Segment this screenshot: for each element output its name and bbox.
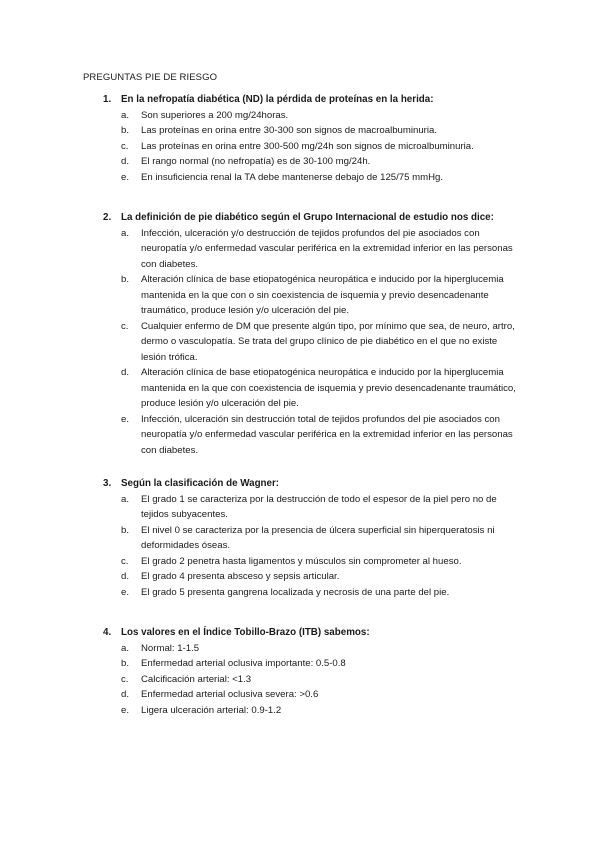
option-text: El grado 4 presenta absceso y sepsis articular. <box>141 571 340 582</box>
document-title: PREGUNTAS PIE DE RIESGO <box>83 72 218 83</box>
option-text: El grado 2 penetra hasta ligamentos y músculos sin comprometer al hueso. <box>141 555 462 567</box>
option-text: Enfermedad arterial oclusiva importante: 0.5-0.8 <box>141 658 346 669</box>
option-e <box>103 585 523 601</box>
question-1 <box>103 92 523 185</box>
option-list <box>103 641 523 719</box>
question-heading <box>103 625 523 641</box>
option-text: El nivel 0 se caracteriza por la presencia de úlcera superficial sin hiperqueratosis ni deformidades óseas. <box>141 524 495 551</box>
option-e <box>103 170 523 186</box>
option-b <box>103 272 523 319</box>
option-d <box>103 687 523 703</box>
option-text: Infección, ulceración y/o destrucción de tejidos profundos del pie asociados con neuropatía y/o enfermedad vascular periférica en la extremidad inferior en las personas con diabetes. <box>141 227 513 270</box>
option-letter: b. <box>121 658 130 669</box>
option-text: El grado 1 se caracteriza por la destrucción de todo el espesor de la piel pero no de tejidos subyacentes. <box>141 493 497 520</box>
option-e <box>103 412 523 459</box>
option-text: Enfermedad arterial oclusiva severa: >0.6 <box>141 689 319 700</box>
option-b <box>103 123 523 139</box>
question-number: 4. <box>103 627 112 638</box>
question-text: Según la clasificación de Wagner: <box>121 478 280 489</box>
question-heading <box>103 92 523 108</box>
option-letter: e. <box>121 586 130 598</box>
option-letter: d. <box>121 689 130 700</box>
option-text: Las proteínas en orina entre 300-500 mg/24h son signos de microalbuminuria. <box>141 140 474 152</box>
option-text: El grado 5 presenta gangrena localizada y necrosis de una parte del pie. <box>141 586 450 598</box>
option-letter: b. <box>121 274 130 285</box>
option-text: En insuficiencia renal la TA debe mantenerse debajo de 125/75 mmHg. <box>141 171 444 183</box>
option-letter: c. <box>121 673 129 685</box>
option-list <box>103 492 523 601</box>
option-letter: e. <box>121 704 130 716</box>
option-letter: d. <box>121 156 130 167</box>
option-letter: b. <box>121 125 130 136</box>
option-text: Calcificación arterial: <1.3 <box>141 673 252 685</box>
option-letter: d. <box>121 367 130 378</box>
option-text: Son superiores a 200 mg/24horas. <box>141 109 289 121</box>
option-d <box>103 365 523 412</box>
question-text: En la nefropatía diabética (ND) la pérdida de proteínas en la herida: <box>121 94 434 105</box>
option-text: Infección, ulceración sin destrucción total de tejidos profundos del pie asociados con neuropatía y/o enfermedad vascular periférica en la extremidad inferior en las personas con diabetes. <box>141 413 513 456</box>
option-a <box>103 492 523 523</box>
option-a <box>103 108 523 124</box>
option-list <box>103 108 523 186</box>
option-letter: a. <box>121 109 130 121</box>
question-3 <box>103 476 523 600</box>
question-number: 3. <box>103 478 112 489</box>
question-2 <box>103 210 523 458</box>
question-4 <box>103 625 523 718</box>
option-list <box>103 226 523 459</box>
option-a <box>103 226 523 273</box>
option-letter: a. <box>121 227 130 239</box>
question-heading <box>103 210 523 226</box>
option-text: Normal: 1-1.5 <box>141 642 200 654</box>
option-letter: c. <box>121 320 129 332</box>
option-b <box>103 656 523 672</box>
option-c <box>103 554 523 570</box>
option-letter: a. <box>121 493 130 505</box>
question-text: Los valores en el Índice Tobillo-Brazo (ITB) sabemos: <box>121 627 370 638</box>
question-number: 1. <box>103 94 112 105</box>
option-c <box>103 319 523 366</box>
question-heading <box>103 476 523 492</box>
option-text: Las proteínas en orina entre 30-300 son signos de macroalbuminuria. <box>141 125 437 136</box>
option-c <box>103 139 523 155</box>
option-text: El rango normal (no nefropatía) es de 30-100 mg/24h. <box>141 156 371 167</box>
option-letter: d. <box>121 571 130 582</box>
option-letter: c. <box>121 555 129 567</box>
option-text: Cualquier enfermo de DM que presente algún tipo, por mínimo que sea, de neuro, artro, dermo o vasculopatía. Se trata del grupo clínico de pie diabético en el que no existe lesión trófica. <box>141 320 515 363</box>
option-d <box>103 569 523 585</box>
option-c <box>103 672 523 688</box>
option-d <box>103 154 523 170</box>
option-text: Alteración clínica de base etiopatogénica neuropática e inducido por la hiperglucemia mantenida en la que con coexistencia de isquemia y previo desencadenante traumático, produce lesión y/o ulceración del pie. <box>141 367 516 409</box>
option-letter: b. <box>121 524 130 536</box>
option-b <box>103 523 523 554</box>
question-text: La definición de pie diabético según el Grupo Internacional de estudio nos dice: <box>121 212 494 223</box>
option-text: Ligera ulceración arterial: 0.9-1.2 <box>141 704 282 716</box>
option-text: Alteración clínica de base etiopatogénica neuropática e inducido por la hiperglucemia mantenida en la que con o sin coexistencia de isquemia y previo desencadenante traumático, produce lesión y/o ulceración del pie. <box>141 274 504 316</box>
option-e <box>103 703 523 719</box>
option-letter: a. <box>121 642 130 654</box>
question-number: 2. <box>103 212 112 223</box>
option-a <box>103 641 523 657</box>
option-letter: c. <box>121 140 129 152</box>
option-letter: e. <box>121 413 130 425</box>
option-letter: e. <box>121 171 130 183</box>
